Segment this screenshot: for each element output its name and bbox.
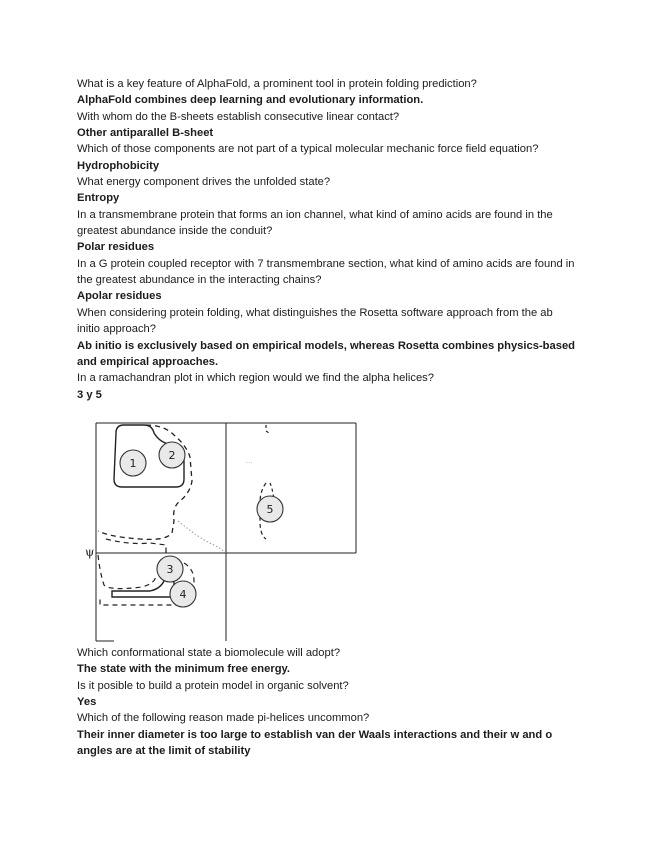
- question: Which conformational state a biomolecule will adopt?: [77, 647, 341, 659]
- question: Is it posible to build a protein model in organic solvent?: [77, 679, 349, 692]
- region-3-label: 3: [166, 563, 174, 576]
- ramachandran-plot: [80, 421, 360, 643]
- question: What is a key feature of AlphaFold, a prominent tool in protein folding prediction?: [77, 78, 477, 90]
- answer: Their inner diameter is too large to establish van der Waals interactions and their w and o angles are at the limit of stability: [77, 728, 553, 758]
- answer: Hydrophobicity: [77, 159, 160, 172]
- question: In a ramachandran plot in which region would we find the alpha helices?: [77, 372, 434, 385]
- question: When considering protein folding, what distinguishes the Rosetta software approach from the ab initio approach?: [77, 306, 553, 336]
- answer: 3 y 5: [77, 388, 102, 401]
- answer: Yes: [77, 696, 97, 709]
- answer: Other antiparallel B-sheet: [77, 127, 214, 140]
- question: Which of the following reason made pi-helices uncommon?: [77, 712, 370, 725]
- answer: The state with the minimum free energy.: [77, 663, 291, 676]
- question: What energy component drives the unfolded state?: [77, 176, 331, 189]
- qa-list-bottom: [77, 645, 577, 759]
- top-dashed-fragment: [266, 425, 269, 435]
- answer: AlphaFold combines deep learning and evolutionary information.: [77, 94, 424, 107]
- question: Which of those components are not part of a typical molecular mechanic force field equation?: [77, 143, 539, 156]
- beta-region-dashed-contour: [98, 425, 192, 539]
- connecting-dashed-contour: [106, 539, 166, 557]
- answer: Ab initio is exclusively based on empirical models, whereas Rosetta combines physics-based and empirical approaches.: [77, 339, 576, 368]
- faint-dotted-contour: [178, 521, 226, 553]
- question: In a transmembrane protein that forms an ion channel, what kind of amino acids are found in the greatest abundance inside the conduit?: [77, 208, 553, 238]
- answer: Entropy: [77, 192, 120, 205]
- question: With whom do the B-sheets establish consecutive linear contact?: [77, 110, 400, 123]
- answer: Polar residues: [77, 241, 155, 254]
- axis-label-psi: ψ: [85, 545, 95, 559]
- question: In a G protein coupled receptor with 7 transmembrane section, what kind of amino acids are found in the greatest abundance in the interacting chains?: [77, 257, 575, 287]
- answer: Apolar residues: [77, 290, 162, 303]
- faint-dots: ...: [246, 457, 253, 465]
- region-5-label: 5: [266, 503, 274, 516]
- qa-list-top: [77, 76, 577, 403]
- region-2-label: 2: [168, 449, 176, 462]
- region-1-label: 1: [129, 457, 137, 470]
- region-4-label: 4: [179, 588, 187, 601]
- alpha-region-dashed-contour: [98, 555, 156, 589]
